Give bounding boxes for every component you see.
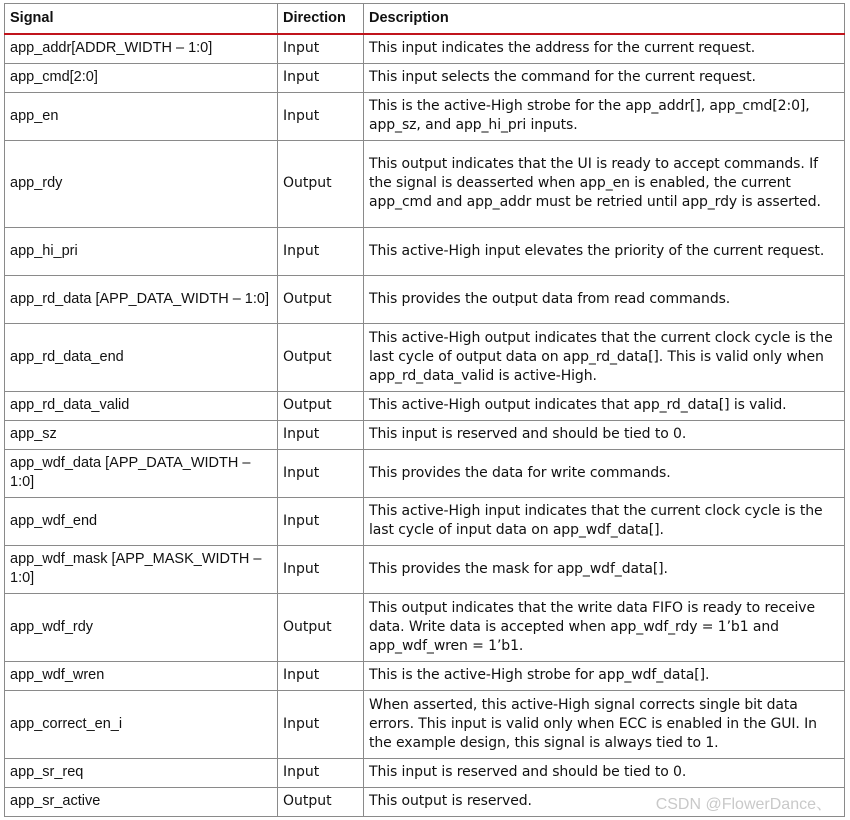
- direction-cell: Input: [278, 758, 364, 787]
- signal-cell: app_correct_en_i: [5, 690, 278, 758]
- table-row: [5, 323, 845, 391]
- table-row: [5, 227, 845, 275]
- description-cell: This output indicates that the UI is ready to accept commands. If the signal is deasserted when app_en is enabled, the current app_cmd and app_addr must be retried until app_rdy is asserted.: [364, 140, 845, 227]
- direction-cell: Output: [278, 275, 364, 323]
- header-description: Description: [364, 4, 845, 35]
- table-row: [5, 34, 845, 63]
- signal-cell: app_sz: [5, 420, 278, 449]
- signal-cell: app_rd_data_valid: [5, 391, 278, 420]
- direction-cell: Output: [278, 140, 364, 227]
- direction-cell: Input: [278, 545, 364, 593]
- signal-cell: app_hi_pri: [5, 227, 278, 275]
- signal-table: [4, 3, 845, 817]
- direction-cell: Output: [278, 787, 364, 816]
- direction-cell: Output: [278, 391, 364, 420]
- table-row: [5, 449, 845, 497]
- table-row: [5, 420, 845, 449]
- table-row: [5, 497, 845, 545]
- description-cell: When asserted, this active-High signal corrects single bit data errors. This input is valid only when ECC is enabled in the GUI. In the example design, this signal is always tied to 1.: [364, 690, 845, 758]
- description-cell: This provides the output data from read commands.: [364, 275, 845, 323]
- direction-cell: Input: [278, 690, 364, 758]
- signal-cell: app_wdf_mask [APP_MASK_WIDTH – 1:0]: [5, 545, 278, 593]
- signal-cell: app_wdf_data [APP_DATA_WIDTH – 1:0]: [5, 449, 278, 497]
- watermark: CSDN @FlowerDance、: [655, 796, 832, 813]
- signal-cell: app_wdf_wren: [5, 661, 278, 690]
- direction-cell: Input: [278, 497, 364, 545]
- table-header-row: [5, 4, 845, 35]
- table-row: [5, 92, 845, 140]
- description-cell: This active-High input elevates the priority of the current request.: [364, 227, 845, 275]
- signal-cell: app_wdf_end: [5, 497, 278, 545]
- direction-cell: Input: [278, 420, 364, 449]
- description-cell: This active-High output indicates that app_rd_data[] is valid.: [364, 391, 845, 420]
- direction-cell: Output: [278, 593, 364, 661]
- table-row: [5, 275, 845, 323]
- signal-cell: app_sr_active: [5, 787, 278, 816]
- signal-cell: app_rd_data_end: [5, 323, 278, 391]
- description-cell: This active-High input indicates that the current clock cycle is the last cycle of input data on app_wdf_data[].: [364, 497, 845, 545]
- table-row: [5, 593, 845, 661]
- table-row: [5, 391, 845, 420]
- description-cell: This is the active-High strobe for the app_addr[], app_cmd[2:0], app_sz, and app_hi_pri inputs.: [364, 92, 845, 140]
- table-row: [5, 690, 845, 758]
- description-cell: This input is reserved and should be tied to 0.: [364, 420, 845, 449]
- header-signal: Signal: [5, 4, 278, 35]
- direction-cell: Input: [278, 227, 364, 275]
- description-cell: This output indicates that the write data FIFO is ready to receive data. Write data is accepted when app_wdf_rdy = 1’b1 and app_wdf_wren = 1’b1.: [364, 593, 845, 661]
- signal-cell: app_sr_req: [5, 758, 278, 787]
- description-cell: This output is reserved.: [364, 787, 845, 816]
- signal-cell: app_addr[ADDR_WIDTH – 1:0]: [5, 34, 278, 63]
- direction-cell: Input: [278, 661, 364, 690]
- table-row: [5, 140, 845, 227]
- table-row: [5, 545, 845, 593]
- signal-cell: app_en: [5, 92, 278, 140]
- direction-cell: Input: [278, 63, 364, 92]
- direction-cell: Input: [278, 92, 364, 140]
- description-cell: This active-High output indicates that the current clock cycle is the last cycle of output data on app_rd_data[]. This is valid only when app_rd_data_valid is active-High.: [364, 323, 845, 391]
- table-row: [5, 661, 845, 690]
- description-cell: This input indicates the address for the current request.: [364, 34, 845, 63]
- description-cell: This input selects the command for the current request.: [364, 63, 845, 92]
- description-cell: This provides the data for write commands.: [364, 449, 845, 497]
- description-cell: This input is reserved and should be tied to 0.: [364, 758, 845, 787]
- signal-cell: app_rd_data [APP_DATA_WIDTH – 1:0]: [5, 275, 278, 323]
- signal-cell: app_rdy: [5, 140, 278, 227]
- header-direction: Direction: [278, 4, 364, 35]
- table-row: [5, 63, 845, 92]
- table-body: [5, 34, 845, 816]
- description-cell: This is the active-High strobe for app_wdf_data[].: [364, 661, 845, 690]
- table-row: [5, 758, 845, 787]
- direction-cell: Input: [278, 449, 364, 497]
- direction-cell: Output: [278, 323, 364, 391]
- signal-cell: app_cmd[2:0]: [5, 63, 278, 92]
- signal-cell: app_wdf_rdy: [5, 593, 278, 661]
- direction-cell: Input: [278, 34, 364, 63]
- description-cell: This provides the mask for app_wdf_data[].: [364, 545, 845, 593]
